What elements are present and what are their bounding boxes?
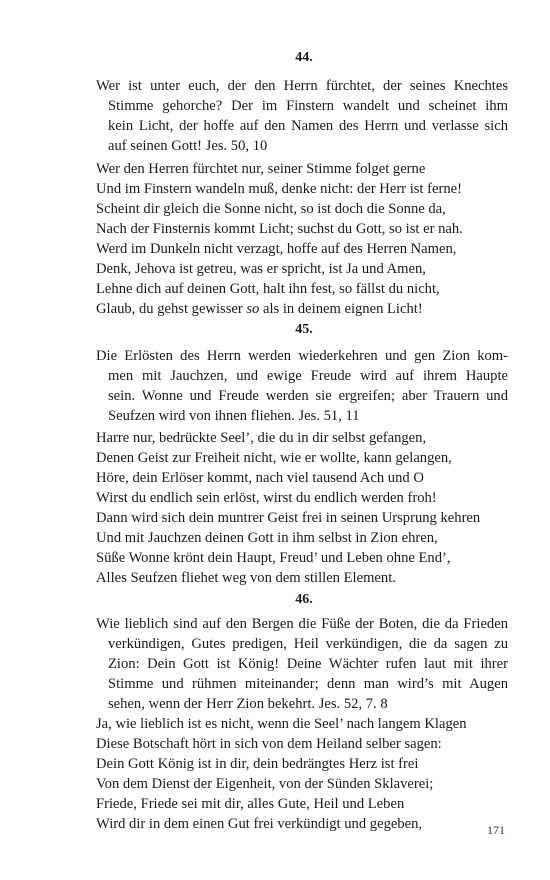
- verse-line: Alles Seufzen fliehet weg von dem stillen Element.: [96, 570, 396, 586]
- verse-line: Ja, wie lieblich ist es nicht, wenn die Seel’ nach langem Klagen: [96, 716, 467, 732]
- verse-line: Friede, Friede sei mit dir, alles Gute, Heil und Leben: [96, 796, 405, 812]
- verse-line: Werd im Dunkeln nicht verzagt, hoffe auf des Herren Namen,: [96, 241, 457, 257]
- prose-line: Wie lieblich sind auf den Bergen die Füße der Boten, die da Frieden: [96, 616, 508, 632]
- verse-line: Harre nur, bedrückte Seel’, die du in dir selbst gefangen,: [96, 430, 427, 446]
- section-number: 45.: [295, 322, 313, 337]
- verse-line: Denk, Jehova ist getreu, was er spricht, ist Ja und Amen,: [96, 261, 426, 277]
- prose-line: Stimme gehorche? Der im Finstern wandelt und scheinet ihm: [108, 98, 508, 114]
- verse-line: Dann wird sich dein muntrer Geist frei in seinen Ursprung kehren: [96, 510, 481, 526]
- prose-line: Zion: Dein Gott ist König! Deine Wächter rufen laut mit ihrer: [108, 656, 508, 672]
- page-number: 171: [487, 823, 505, 837]
- prose-line: auf seinen Gott! Jes. 50, 10: [108, 138, 268, 154]
- verse-line: Süße Wonne krönt dein Haupt, Freud’ und Leben ohne End’,: [96, 550, 451, 566]
- verse-line: Und im Finstern wandeln muß, denke nicht: der Herr ist ferne!: [96, 181, 462, 197]
- verse-line: Glaub, du gehst gewisser so als in deinem eignen Licht!: [96, 301, 423, 317]
- verse-line: Höre, dein Erlöser kommt, nach viel tausend Ach und O: [96, 470, 424, 486]
- verse-stanza: [96, 159, 512, 319]
- prose-line: sehen, wenn der Herr Zion bekehrt. Jes. 52, 7. 8: [108, 696, 388, 712]
- verse-line: Und mit Jauchzen deinen Gott in ihm selbst in Zion ehren,: [96, 530, 438, 546]
- verse-line: Lehne dich auf deinen Gott, halt ihn fest, so fällst du nicht,: [96, 281, 440, 297]
- scripture-paragraph: [96, 346, 508, 426]
- verse-stanza: [96, 714, 512, 834]
- verse-line: Wird dir in dem einen Gut frei verkündigt und gegeben,: [96, 816, 423, 832]
- verse-line: Nach der Finsternis kommt Licht; suchst du Gott, so ist er nah.: [96, 221, 463, 237]
- verse-line: Scheint dir gleich die Sonne nicht, so ist doch die Sonne da,: [96, 201, 446, 217]
- prose-line: verkündigen, Gutes predigen, Heil verkündigen, die da sagen zu: [108, 636, 508, 652]
- verse-stanza: [96, 428, 512, 588]
- verse-line: Wirst du endlich sein erlöst, wirst du endlich werden froh!: [96, 490, 437, 506]
- prose-line: Stimme und rühmen miteinander; denn man wird’s mit Augen: [108, 676, 508, 692]
- verse-line: Diese Botschaft hört in sich von dem Heiland selber sagen:: [96, 736, 442, 752]
- scripture-paragraph: [96, 614, 508, 714]
- verse-line: Wer den Herren fürchtet nur, seiner Stimme folget gerne: [96, 161, 426, 177]
- section-number: 46.: [295, 592, 313, 607]
- prose-line: sein. Wonne und Freude werden sie ergreifen; aber Trauern und: [108, 388, 508, 404]
- prose-line: Seufzen wird von ihnen fliehen. Jes. 51, 11: [108, 408, 360, 424]
- scripture-paragraph: [96, 76, 508, 156]
- prose-line: kein Licht, der hoffe auf den Namen des Herrn und verlasse sich: [108, 118, 508, 134]
- prose-line: men mit Jauchzen, und ewige Freude wird auf ihrem Haupte: [108, 368, 508, 384]
- verse-line: Von dem Dienst der Eigenheit, von der Sünden Sklaverei;: [96, 776, 434, 792]
- verse-line: Denen Geist zur Freiheit nicht, wie er wollte, kann gelangen,: [96, 450, 452, 466]
- prose-line: Die Erlösten des Herrn werden wiederkehren und gen Zion kom-: [96, 348, 508, 364]
- section-number: 44.: [295, 50, 313, 65]
- verse-line: Dein Gott König ist in dir, dein bedrängtes Herz ist frei: [96, 756, 419, 772]
- prose-line: Wer ist unter euch, der den Herrn fürchtet, der seines Knechtes: [96, 78, 508, 94]
